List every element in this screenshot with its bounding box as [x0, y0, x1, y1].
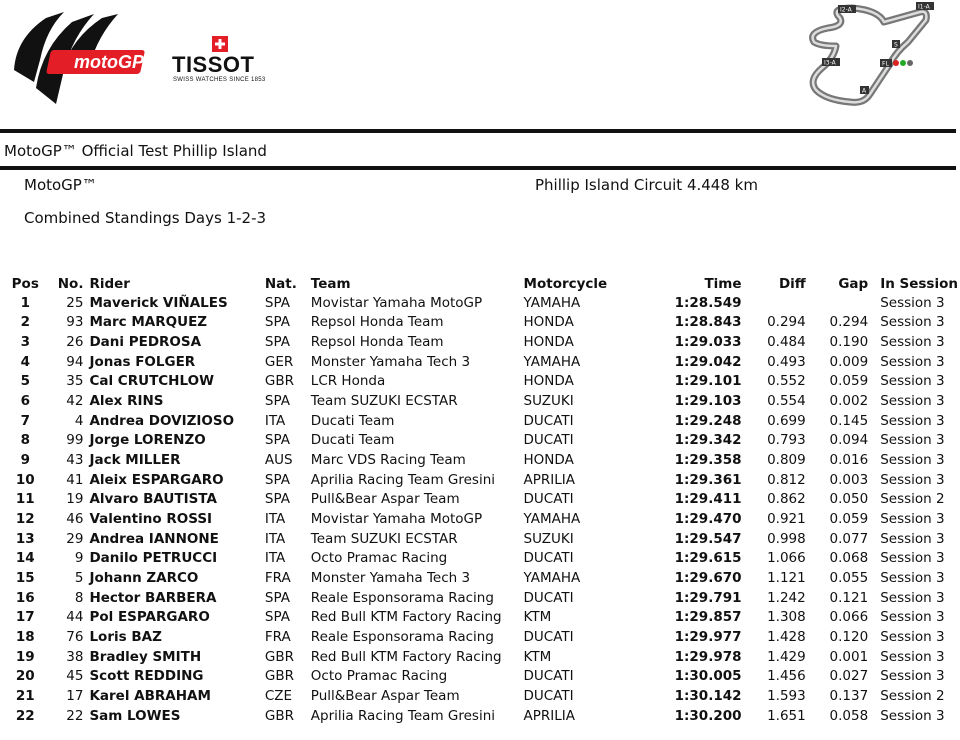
cell-no: 8	[74, 589, 84, 606]
cell-pos: 8	[20, 432, 30, 449]
cell-session: Session 3	[880, 393, 945, 410]
cell-session: Session 3	[880, 648, 945, 665]
cell-session: Session 3	[880, 334, 945, 351]
table-row	[0, 293, 960, 313]
cell-team: Reale Esponsorama Racing	[310, 628, 494, 645]
cell-session: Session 3	[880, 432, 945, 449]
cell-team: Ducati Team	[310, 432, 395, 449]
cell-pos: 16	[15, 589, 35, 606]
cell-no: 42	[66, 393, 84, 410]
cell-time: 1:29.470	[674, 511, 742, 528]
cell-no: 38	[66, 648, 84, 665]
col-pos: Pos	[11, 275, 39, 292]
cell-motorcycle: SUZUKI	[523, 393, 574, 410]
cell-session: Session 2	[880, 687, 945, 704]
cell-time: 1:29.857	[674, 609, 742, 626]
cell-motorcycle: YAMAHA	[523, 353, 581, 370]
series-label: MotoGP™	[24, 176, 97, 194]
cell-session: Session 3	[880, 570, 945, 587]
cell-rider: Loris BAZ	[89, 628, 162, 645]
cell-diff: 1.593	[767, 687, 806, 704]
cell-diff: 1.428	[767, 628, 806, 645]
cell-motorcycle: DUCATI	[523, 412, 574, 429]
cell-motorcycle: YAMAHA	[523, 294, 581, 311]
cell-session: Session 3	[880, 609, 945, 626]
cell-nat: ITA	[264, 530, 286, 547]
cell-no: 93	[66, 314, 84, 331]
map-label-s: S	[894, 41, 898, 49]
cell-time: 1:29.670	[674, 570, 742, 587]
map-label-i1a: I1-A	[918, 3, 930, 11]
cell-session: Session 3	[880, 668, 945, 685]
table-row	[0, 608, 960, 628]
cell-gap: 0.003	[829, 471, 869, 488]
table-row	[0, 391, 960, 411]
cell-motorcycle: KTM	[523, 609, 552, 626]
cell-no: 9	[74, 550, 84, 567]
cell-nat: CZE	[264, 687, 293, 704]
cell-motorcycle: APRILIA	[523, 471, 576, 488]
cell-team: Team SUZUKI ECSTAR	[310, 530, 458, 547]
cell-nat: SPA	[264, 432, 290, 449]
cell-session: Session 3	[880, 353, 945, 370]
cell-rider: Jonas FOLGER	[89, 353, 196, 370]
cell-team: Marc VDS Racing Team	[310, 452, 466, 469]
cell-nat: SPA	[264, 334, 290, 351]
cell-nat: ITA	[264, 550, 286, 567]
tissot-name: TISSOT	[172, 52, 255, 77]
table-row	[0, 509, 960, 529]
table-row	[0, 372, 960, 392]
cell-motorcycle: YAMAHA	[523, 570, 581, 587]
circuit-label: Phillip Island Circuit 4.448 km	[535, 176, 758, 194]
map-label-i2a: I2-A	[840, 6, 852, 14]
cell-rider: Maverick VIÑALES	[89, 294, 228, 311]
standings-subtitle: Combined Standings Days 1-2-3	[24, 209, 267, 227]
cell-motorcycle: HONDA	[523, 373, 574, 390]
table-row	[0, 568, 960, 588]
cell-pos: 12	[15, 511, 35, 528]
title-rule	[0, 166, 956, 170]
cell-diff: 0.554	[767, 393, 806, 410]
cell-no: 26	[66, 334, 84, 351]
cell-no: 4	[74, 412, 84, 429]
cell-session: Session 3	[880, 294, 945, 311]
cell-session: Session 3	[880, 589, 945, 606]
cell-gap: 0.094	[829, 432, 869, 449]
cell-pos: 11	[15, 491, 35, 508]
cell-team: Pull&Bear Aspar Team	[310, 491, 460, 508]
cell-motorcycle: HONDA	[523, 334, 574, 351]
cell-team: Reale Esponsorama Racing	[310, 589, 494, 606]
cell-time: 1:30.005	[674, 668, 742, 685]
table-row	[0, 666, 960, 686]
cell-gap: 0.145	[829, 412, 869, 429]
cell-nat: SPA	[264, 589, 290, 606]
cell-no: 44	[66, 609, 84, 626]
cell-time: 1:29.978	[674, 648, 742, 665]
map-label-i3a: I3-A	[824, 59, 836, 67]
cell-pos: 5	[20, 373, 30, 390]
cell-team: Monster Yamaha Tech 3	[310, 353, 471, 370]
cell-rider: Jorge LORENZO	[89, 432, 206, 449]
cell-diff: 1.651	[767, 707, 806, 724]
cell-nat: ITA	[264, 511, 286, 528]
table-row	[0, 529, 960, 549]
cell-motorcycle: DUCATI	[523, 432, 574, 449]
cell-time: 1:29.042	[674, 353, 742, 370]
col-gap: Gap	[838, 275, 869, 292]
cell-pos: 10	[15, 471, 35, 488]
cell-pos: 20	[15, 668, 35, 685]
circuit-map	[800, 2, 950, 114]
map-label-fl: FL	[882, 60, 889, 68]
table-row	[0, 647, 960, 667]
cell-nat: GBR	[264, 668, 294, 685]
map-label-a: A	[862, 87, 867, 95]
cell-nat: GBR	[264, 373, 294, 390]
cell-diff: 0.793	[767, 432, 806, 449]
cell-time: 1:28.843	[674, 314, 742, 331]
cell-time: 1:30.142	[674, 687, 742, 704]
cell-time: 1:29.977	[674, 628, 742, 645]
cell-no: 46	[66, 511, 84, 528]
cell-no: 25	[66, 294, 84, 311]
cell-no: 45	[66, 668, 84, 685]
cell-team: Team SUZUKI ECSTAR	[310, 393, 458, 410]
cell-nat: FRA	[264, 570, 291, 587]
event-title: MotoGP™ Official Test Phillip Island	[4, 142, 267, 160]
cell-time: 1:29.103	[674, 393, 742, 410]
cell-pos: 9	[20, 452, 30, 469]
cell-no: 19	[66, 491, 84, 508]
col-no: No.	[57, 275, 84, 292]
cell-team: Movistar Yamaha MotoGP	[310, 294, 483, 311]
col-session: In Session	[880, 275, 958, 292]
cell-gap	[806, 293, 868, 313]
cell-rider: Pol ESPARGARO	[89, 609, 210, 626]
cell-time: 1:29.791	[674, 589, 742, 606]
cell-time: 1:30.200	[674, 707, 742, 724]
cell-team: Aprilia Racing Team Gresini	[310, 707, 495, 724]
cell-team: Repsol Honda Team	[310, 314, 444, 331]
cell-time: 1:29.248	[674, 412, 742, 429]
cell-session: Session 3	[880, 511, 945, 528]
cell-team: Monster Yamaha Tech 3	[310, 570, 471, 587]
cell-session: Session 3	[880, 373, 945, 390]
table-row	[0, 450, 960, 470]
cell-motorcycle: HONDA	[523, 452, 574, 469]
cell-time: 1:29.361	[674, 471, 742, 488]
cell-gap: 0.058	[829, 707, 869, 724]
cell-no: 17	[66, 687, 84, 704]
cell-gap: 0.077	[829, 530, 869, 547]
cell-rider: Cal CRUTCHLOW	[89, 373, 214, 390]
logo-area	[0, 0, 300, 120]
table-row	[0, 470, 960, 490]
cell-time: 1:29.101	[674, 373, 742, 390]
cell-gap: 0.002	[829, 393, 869, 410]
cell-rider: Aleix ESPARGARO	[89, 471, 224, 488]
cell-nat: AUS	[264, 452, 293, 469]
table-row	[0, 411, 960, 431]
cell-no: 99	[66, 432, 84, 449]
cell-nat: SPA	[264, 609, 290, 626]
cell-gap: 0.190	[829, 334, 869, 351]
cell-diff: 0.699	[767, 412, 806, 429]
cell-gap: 0.027	[829, 668, 869, 685]
cell-gap: 0.120	[829, 628, 869, 645]
tissot-tagline: SWISS WATCHES SINCE 1853	[173, 77, 266, 83]
cell-motorcycle: APRILIA	[523, 707, 576, 724]
cell-diff: 0.552	[767, 373, 806, 390]
table-row	[0, 686, 960, 706]
map-dot-green	[900, 60, 906, 66]
cell-time: 1:29.342	[674, 432, 742, 449]
cell-pos: 21	[15, 687, 35, 704]
cell-no: 76	[66, 628, 84, 645]
cell-pos: 2	[20, 314, 30, 331]
cell-rider: Dani PEDROSA	[89, 334, 202, 351]
cell-motorcycle: DUCATI	[523, 668, 574, 685]
cell-motorcycle: DUCATI	[523, 687, 574, 704]
cell-gap: 0.121	[829, 589, 869, 606]
table-header-row	[0, 274, 960, 293]
cell-diff: 0.921	[767, 511, 806, 528]
table-row	[0, 313, 960, 333]
cell-diff: 0.493	[767, 353, 806, 370]
cell-rider: Danilo PETRUCCI	[89, 550, 218, 567]
cell-nat: GBR	[264, 648, 294, 665]
cell-diff: 0.809	[767, 452, 806, 469]
table-row	[0, 431, 960, 451]
col-diff: Diff	[778, 275, 806, 292]
standings-table	[0, 274, 960, 725]
table-row	[0, 549, 960, 569]
cell-diff: 1.456	[767, 668, 806, 685]
cell-diff: 0.812	[767, 471, 806, 488]
cell-rider: Sam LOWES	[89, 707, 181, 724]
top-rule	[0, 129, 956, 133]
cell-session: Session 3	[880, 452, 945, 469]
table-row	[0, 588, 960, 608]
cell-diff: 1.308	[767, 609, 806, 626]
motogp-logo	[6, 8, 156, 108]
cell-rider: Andrea IANNONE	[89, 530, 219, 547]
cell-motorcycle: HONDA	[523, 314, 574, 331]
cell-pos: 4	[20, 353, 30, 370]
cell-pos: 6	[20, 393, 30, 410]
col-time: Time	[704, 275, 742, 292]
col-motorcycle: Motorcycle	[523, 275, 608, 292]
cell-session: Session 3	[880, 530, 945, 547]
cell-pos: 7	[20, 412, 30, 429]
cell-no: 35	[66, 373, 84, 390]
cell-nat: FRA	[264, 628, 291, 645]
cell-nat: SPA	[264, 393, 290, 410]
cell-time: 1:29.033	[674, 334, 742, 351]
cell-gap: 0.016	[829, 452, 869, 469]
cell-team: LCR Honda	[310, 373, 386, 390]
cell-session: Session 3	[880, 412, 945, 429]
cell-nat: GER	[264, 353, 294, 370]
cell-diff: 0.998	[767, 530, 806, 547]
cell-diff: 1.242	[767, 589, 806, 606]
cell-pos: 17	[15, 609, 35, 626]
cell-rider: Johann ZARCO	[89, 570, 199, 587]
cell-session: Session 3	[880, 550, 945, 567]
cell-rider: Jack MILLER	[89, 452, 181, 469]
cell-gap: 0.009	[829, 353, 869, 370]
cell-diff: 0.484	[767, 334, 806, 351]
cell-gap: 0.050	[829, 491, 869, 508]
cell-pos: 3	[20, 334, 30, 351]
cell-gap: 0.001	[829, 648, 869, 665]
cell-motorcycle: DUCATI	[523, 550, 574, 567]
cell-team: Red Bull KTM Factory Racing	[310, 609, 502, 626]
cell-rider: Hector BARBERA	[89, 589, 217, 606]
cell-gap: 0.066	[829, 609, 869, 626]
cell-diff: 1.429	[767, 648, 806, 665]
cell-nat: SPA	[264, 491, 290, 508]
cell-motorcycle: YAMAHA	[523, 511, 581, 528]
table-body	[0, 293, 960, 725]
cell-rider: Karel ABRAHAM	[89, 687, 211, 704]
col-rider: Rider	[89, 275, 130, 292]
table-row	[0, 706, 960, 726]
cell-pos: 14	[15, 550, 35, 567]
cell-pos: 19	[15, 648, 35, 665]
cell-pos: 1	[20, 294, 30, 311]
cell-team: Movistar Yamaha MotoGP	[310, 511, 483, 528]
col-team: Team	[310, 275, 351, 292]
cell-team: Repsol Honda Team	[310, 334, 444, 351]
cell-time: 1:29.411	[674, 491, 742, 508]
col-nat: Nat.	[264, 275, 297, 292]
cell-time: 1:29.615	[674, 550, 742, 567]
table-row	[0, 490, 960, 510]
cell-gap: 0.059	[829, 511, 869, 528]
cell-team: Octo Pramac Racing	[310, 550, 448, 567]
cell-team: Pull&Bear Aspar Team	[310, 687, 460, 704]
cell-nat: ITA	[264, 412, 286, 429]
cell-session: Session 3	[880, 471, 945, 488]
cell-nat: SPA	[264, 314, 290, 331]
cell-gap: 0.068	[829, 550, 869, 567]
cell-pos: 18	[15, 628, 35, 645]
cell-rider: Alex RINS	[89, 393, 164, 410]
cell-pos: 22	[15, 707, 35, 724]
cell-gap: 0.059	[829, 373, 869, 390]
cell-time: 1:29.358	[674, 452, 742, 469]
swiss-cross-icon	[212, 36, 228, 52]
cell-session: Session 2	[880, 491, 945, 508]
cell-pos: 13	[15, 530, 35, 547]
cell-no: 29	[66, 530, 84, 547]
cell-gap: 0.294	[829, 314, 869, 331]
cell-nat: GBR	[264, 707, 294, 724]
cell-team: Ducati Team	[310, 412, 395, 429]
cell-session: Session 3	[880, 707, 945, 724]
cell-no: 5	[74, 570, 84, 587]
cell-diff: 1.121	[767, 570, 806, 587]
table-row	[0, 627, 960, 647]
cell-no: 22	[66, 707, 84, 724]
cell-team: Octo Pramac Racing	[310, 668, 448, 685]
cell-team: Red Bull KTM Factory Racing	[310, 648, 502, 665]
cell-gap: 0.055	[829, 570, 869, 587]
map-dot-red	[893, 60, 899, 66]
cell-gap: 0.137	[829, 687, 869, 704]
cell-diff	[742, 293, 806, 313]
cell-nat: SPA	[264, 294, 290, 311]
cell-motorcycle: DUCATI	[523, 589, 574, 606]
cell-nat: SPA	[264, 471, 290, 488]
cell-rider: Alvaro BAUTISTA	[89, 491, 217, 508]
cell-rider: Valentino ROSSI	[89, 511, 213, 528]
cell-pos: 15	[15, 570, 35, 587]
table-row	[0, 332, 960, 352]
cell-diff: 0.862	[767, 491, 806, 508]
map-dot-gray	[907, 60, 913, 66]
cell-session: Session 3	[880, 628, 945, 645]
cell-motorcycle: KTM	[523, 648, 552, 665]
cell-no: 41	[66, 471, 84, 488]
cell-no: 43	[66, 452, 84, 469]
cell-team: Aprilia Racing Team Gresini	[310, 471, 495, 488]
cell-motorcycle: DUCATI	[523, 628, 574, 645]
motogp-logo-text: motoGP	[74, 52, 144, 72]
cell-rider: Marc MARQUEZ	[89, 314, 208, 331]
cell-no: 94	[66, 353, 84, 370]
cell-rider: Bradley SMITH	[89, 648, 202, 665]
cell-motorcycle: DUCATI	[523, 491, 574, 508]
cell-session: Session 3	[880, 314, 945, 331]
table-row	[0, 352, 960, 372]
cell-motorcycle: SUZUKI	[523, 530, 574, 547]
cell-time: 1:28.549	[674, 294, 742, 311]
cell-diff: 0.294	[767, 314, 806, 331]
cell-diff: 1.066	[767, 550, 806, 567]
cell-time: 1:29.547	[674, 530, 742, 547]
cell-rider: Andrea DOVIZIOSO	[89, 412, 235, 429]
cell-rider: Scott REDDING	[89, 668, 204, 685]
